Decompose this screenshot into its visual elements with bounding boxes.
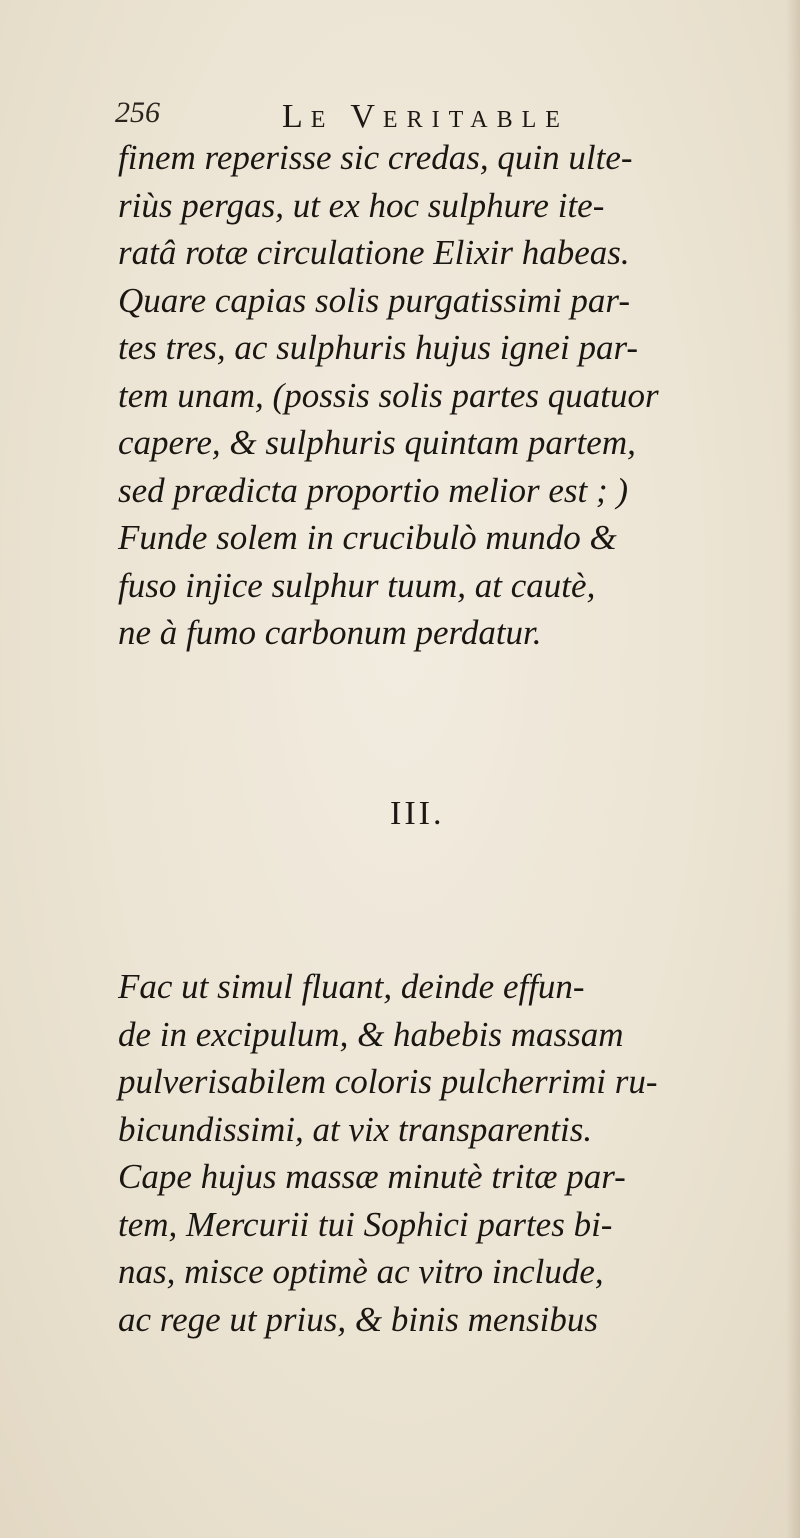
running-title-rest-2: ERITABLE <box>382 107 569 133</box>
text-line: tem, Mercurii tui Sophici partes bi- <box>118 1204 613 1244</box>
text-line: fuso injice sulphur tuum, at cautè, <box>118 565 596 605</box>
running-title-initial-2: V <box>350 98 383 135</box>
text-line: Cape hujus massæ minutè tritæ par- <box>118 1157 626 1196</box>
paragraph-2 <box>118 963 758 1343</box>
text-line: tes tres, ac sulphuris hujus ignei par- <box>118 328 639 367</box>
running-title <box>282 98 569 136</box>
text-line: nas, misce optimè ac vitro include, <box>118 1252 604 1291</box>
text-line: de in excipulum, & habebis massam <box>118 1014 624 1054</box>
text-line: ne à fumo carbonum perdatur. <box>118 613 542 652</box>
paragraph-1 <box>118 134 758 657</box>
text-line: ratâ rotæ circulatione Elixir habeas. <box>118 233 630 272</box>
page-number: 256 <box>115 96 160 129</box>
text-line: sed prædicta proportio melior est ; ) <box>118 470 629 510</box>
page-edge-shadow <box>786 0 800 1538</box>
text-line: Funde solem in crucibulò mundo & <box>118 518 617 557</box>
section-numeral: III. <box>390 795 445 832</box>
text-line: riùs pergas, ut ex hoc sulphure ite- <box>118 185 605 225</box>
text-line: bicundissimi, at vix transparentis. <box>118 1109 593 1149</box>
text-line: Quare capias solis purgatissimi par- <box>118 280 631 320</box>
text-line: Fac ut simul fluant, deinde effun- <box>118 967 585 1006</box>
text-line: pulverisabilem coloris pulcherrimi ru- <box>118 1062 658 1101</box>
running-title-rest-1: E <box>310 107 335 133</box>
text-line: tem unam, (possis solis partes quatuor <box>118 375 659 415</box>
text-line: finem reperisse sic credas, quin ulte- <box>118 138 633 177</box>
text-line: ac rege ut prius, & binis mensibus <box>118 1299 598 1339</box>
text-line: capere, & sulphuris quintam partem, <box>118 423 636 462</box>
running-title-initial-1: L <box>282 98 311 135</box>
page-header <box>115 96 695 136</box>
